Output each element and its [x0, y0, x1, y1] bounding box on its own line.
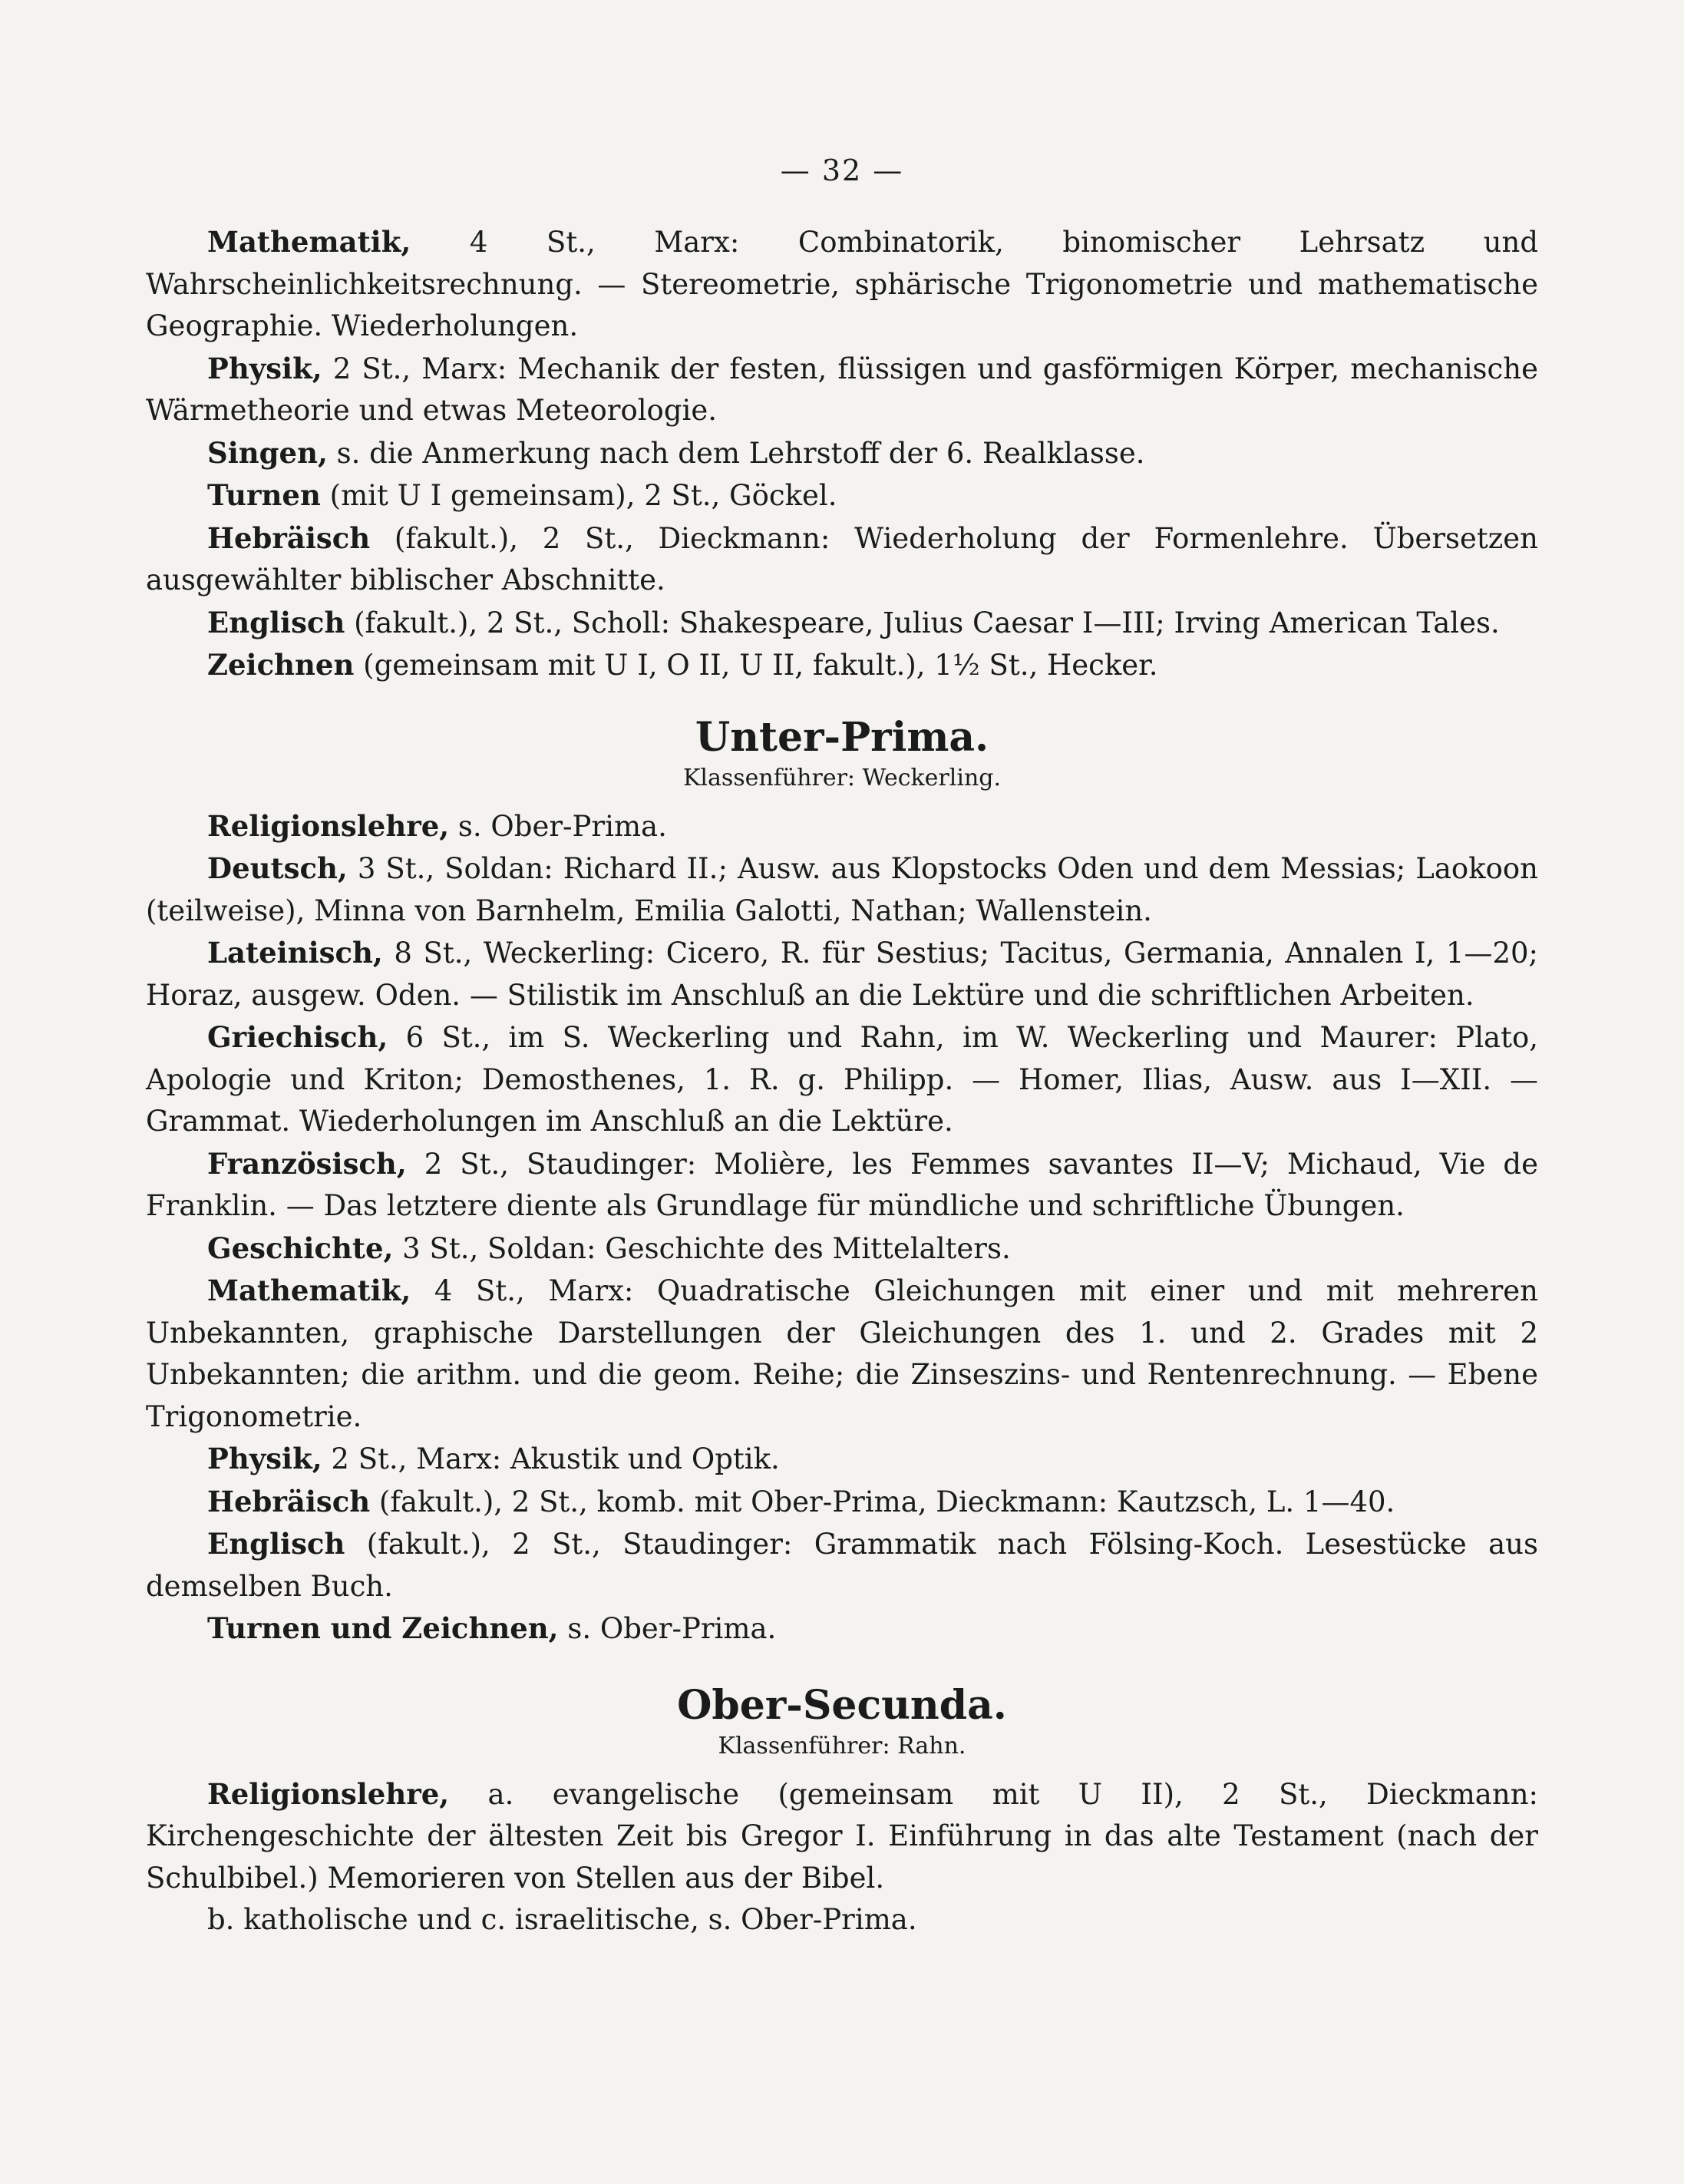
subject-text: 2 St., Marx: Akustik und Optik.: [331, 1442, 780, 1475]
subject-heading: Englisch: [207, 1527, 345, 1561]
subject-heading: Religionslehre,: [207, 808, 450, 843]
subject-text: 2 St., Staudinger: Molière, les Femmes savantes II—V; Michaud, Vie de Franklin. — Das letztere diente als Grundlage für mündliche und schriftliche Übungen.: [146, 1147, 1538, 1222]
subject-heading: Turnen: [207, 478, 321, 512]
subject-heading: Griechisch,: [207, 1020, 388, 1054]
subject-heading: Mathematik,: [207, 1274, 411, 1307]
subject-text: 6 St., im S. Weckerling und Rahn, im W. Weckerling und Maurer: Plato, Apologie und Kriton; Demosthenes, 1. R. g. Philipp. — Homer, Ilias, Ausw. aus I—XII. — Grammat. Wiederholungen im Anschluß an die Lektüre.: [146, 1021, 1539, 1138]
subject-text: a. evangelische (gemeinsam mit U II), 2 St., Dieckmann: Kirchengeschichte der ältesten Zeit bis Gregor I. Einführung in das alte Testament (nach der Schulbibel.) Memorieren von Stellen aus der Bibel.: [146, 1777, 1538, 1895]
subject-entry: [146, 1899, 1538, 1941]
subject-heading: Zeichnen: [207, 648, 355, 682]
subject-text: (fakult.), 2 St., Scholl: Shakespeare, Julius Caesar I—III; Irving American Tales.: [354, 606, 1500, 639]
subject-entry: [146, 1523, 1538, 1607]
subject-heading: Geschichte,: [207, 1231, 394, 1265]
subject-heading: Lateinisch,: [207, 936, 383, 970]
subject-entry: [146, 1607, 1538, 1650]
subject-entry: [146, 1773, 1538, 1900]
ober-secunda-section: [146, 1773, 1538, 1941]
subject-entry: [146, 932, 1538, 1016]
subject-entry: [146, 602, 1538, 645]
subject-text: s. Ober-Prima.: [457, 809, 667, 843]
subject-text: (gemeinsam mit U I, O II, U II, fakult.), 1½ St., Hecker.: [363, 649, 1158, 682]
subject-text: 4 St., Marx: Quadratische Gleichungen mit einer und mit mehreren Unbekannten, graphische Darstellungen der Gleichungen des 1. und 2. Grades mit 2 Unbekannten; die arithm. und die geom. Reihe; die Zinseszins- und Rentenrechnung. — Ebene Trigonometrie.: [146, 1274, 1538, 1433]
subject-heading: Hebräisch: [207, 520, 371, 555]
subject-text: 4 St., Marx: Combinatorik, binomischer Lehrsatz und Wahrscheinlichkeitsrechnung. — Stereometrie, sphärische Trigonometrie und mathematische Geographie. Wiederholungen.: [146, 226, 1539, 342]
intro-section: [146, 221, 1538, 687]
subject-entry: [146, 1481, 1538, 1524]
section-title-unter-prima: Unter-Prima.: [695, 713, 989, 761]
subject-entry: [146, 221, 1538, 348]
subject-heading: Französisch,: [207, 1146, 407, 1181]
subject-text: (fakult.), 2 St., komb. mit Ober-Prima, Dieckmann: Kautzsch, L. 1—40.: [378, 1485, 1395, 1518]
subject-entry: [146, 847, 1538, 932]
subject-text: 2 St., Marx: Mechanik der festen, flüssigen und gasförmigen Körper, mechanische Wärmetheorie und etwas Meteorologie.: [146, 352, 1538, 427]
subject-entry: [146, 644, 1538, 687]
subject-heading: Hebräisch: [207, 1484, 371, 1518]
subject-heading: Turnen und Zeichnen,: [207, 1611, 559, 1645]
section-class-leader-unter-prima: Klassenführer: Weckerling.: [682, 764, 1002, 791]
subject-entry: [146, 1438, 1538, 1481]
page-number: — 32 —: [780, 154, 904, 187]
subject-text: 3 St., Soldan: Richard II.; Ausw. aus Klopstocks Oden und dem Messias; Laokoon (teilweise), Minna von Barnhelm, Emilia Galotti, Nathan; Wallenstein.: [146, 852, 1538, 927]
subject-heading: Physik,: [207, 351, 322, 385]
subject-entry: [146, 805, 1538, 848]
subject-heading: Deutsch,: [207, 851, 348, 885]
subject-text: s. Ober-Prima.: [567, 1612, 777, 1645]
subject-entry: [146, 517, 1538, 602]
subject-text: (fakult.), 2 St., Staudinger: Grammatik nach Fölsing-Koch. Lesestücke aus demselben Buch.: [146, 1528, 1538, 1603]
subject-text: (fakult.), 2 St., Dieckmann: Wiederholung der Formenlehre. Übersetzen ausgewählter biblischer Abschnitte.: [146, 521, 1538, 596]
subject-entry: [146, 1143, 1538, 1227]
subject-entry: [146, 348, 1538, 432]
subject-text: (mit U I gemeinsam), 2 St., Göckel.: [329, 479, 837, 512]
subject-heading: Mathematik,: [207, 225, 411, 259]
subject-text: 8 St., Weckerling: Cicero, R. für Sestius; Tacitus, Germania, Annalen I, 1—20; Horaz, ausgew. Oden. — Stilistik im Anschluß an die Lektüre und die schriftlichen Arbeiten.: [146, 937, 1538, 1012]
section-title-ober-secunda: Ober-Secunda.: [677, 1681, 1007, 1729]
subject-heading: Singen,: [207, 435, 328, 470]
subject-entry: [146, 1227, 1538, 1270]
section-class-leader-ober-secunda: Klassenführer: Rahn.: [718, 1732, 966, 1759]
subject-entry: [146, 474, 1538, 517]
subject-heading: Religionslehre,: [207, 1776, 450, 1811]
subject-text: b. katholische und c. israelitische, s. Ober-Prima.: [207, 1903, 917, 1936]
subject-heading: Physik,: [207, 1442, 322, 1475]
subject-entry: [146, 432, 1538, 475]
subject-entry: [146, 1016, 1538, 1143]
subject-text: s. die Anmerkung nach dem Lehrstoff der 6. Realklasse.: [336, 436, 1145, 470]
subject-entry: [146, 1270, 1538, 1438]
unter-prima-section: [146, 805, 1538, 1650]
subject-heading: Englisch: [207, 605, 345, 639]
subject-text: 3 St., Soldan: Geschichte des Mittelalters.: [402, 1231, 1011, 1265]
